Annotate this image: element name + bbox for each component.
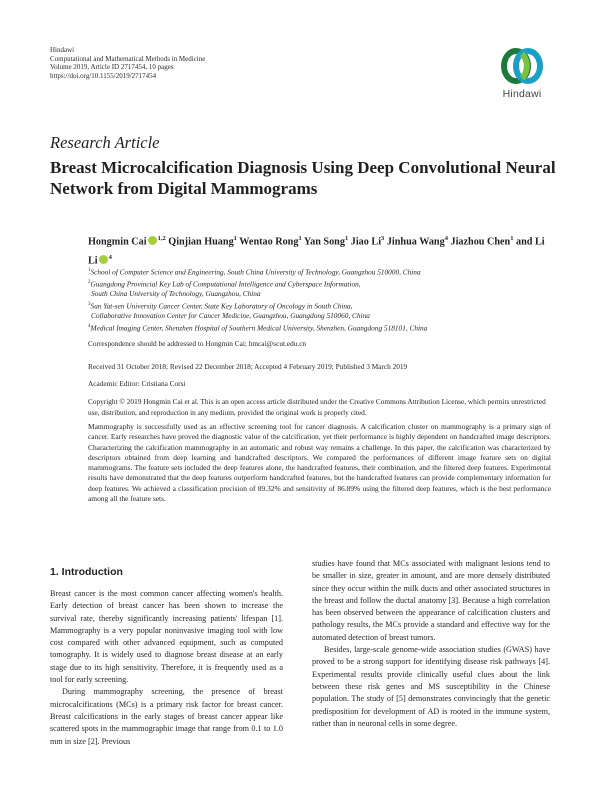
section-heading: 1. Introduction (50, 566, 123, 578)
author-name: Hongmin Cai (88, 236, 147, 248)
author-name: Wentao Rong (239, 236, 299, 248)
author-name: Jiazhou Chen (450, 236, 511, 248)
left-column (50, 588, 283, 748)
hindawi-logo (494, 46, 550, 106)
paragraph: During mammography screening, the presence of breast microcalcifications (MCs) is a primary risk factor for breast cancer. Breast calcifications in the early stages of breast cancer appear like scattered spots in the mammographic image that range from 0.1 to 1.0 mm in size [2]. Previous (50, 687, 283, 746)
abstract: Mammography is successfully used as an effective screening tool for cancer diagnosis. A calcification cluster on mammography is a primary sign of cancer. Early researches have proved the diagnostic value of the calcification, yet their performance is highly dependent on handcrafted image descriptors. Characterizing the calcification mammography in an automatic and robust way remains a challenge. In this paper, the calcification was characterized by descriptors obtained from deep learning and handcrafted descriptors. We compared the performances of different image feature sets on digital mammograms. The feature sets included the deep features alone, the handcrafted features, their combination, and the filtered deep features. Experimental results have demonstrated that the deep features outperform handcrafted features, but the handcrafted features can provide complementary information for deep features. We achieved a classification precision of 89.32% and sensitivity of 86.89% using the filtered deep features, which is the best performance among all the feature sets. (88, 422, 551, 504)
author-affil-sup: 1 (298, 235, 302, 242)
paragraph: Besides, large-scale genome-wide association studies (GWAS) have proved to be a strong support for identifying disease risk pathways [4]. Experimental results provide clinically useful clues about the link between these risk genes and MS susceptibility in the Chinese population. The study of [5] demonstrates convincingly that the genetic predisposition for development of AD is rooted in the immune system, rather than in neuronal cells in some degree. (312, 645, 550, 728)
affiliation-item: $^3$Sun Yat-sen University Cancer Center, State Key Laboratory of Oncology in South China, (88, 301, 353, 311)
volume-line: Volume 2019, Article ID 2717454, 10 pages (50, 63, 174, 72)
article-type: Research Article (50, 133, 160, 152)
correspondence: Correspondence should be addressed to Hongmin Cai; hmcai@scut.edu.cn (88, 339, 307, 348)
affiliation-item: $^1$School of Computer Science and Engineering, South China University of Technology, Guangzhou 510000, China (88, 267, 421, 277)
affiliation-item: $^4$Medical Imaging Center, Shenzhen Hospital of Southern Medical University, Shenzhen, Guangdong 518101, China (88, 323, 428, 333)
academic-editor: Academic Editor: Cristiana Corsi (88, 379, 186, 388)
author-name: Qinjian Huang (168, 236, 234, 248)
journal-name: Computational and Mathematical Methods in Medicine (50, 54, 206, 63)
publisher-name: Hindawi (50, 46, 75, 54)
hindawi-logo-icon (500, 46, 544, 86)
journal-masthead (50, 46, 350, 80)
author-name: Jinhua Wang (386, 236, 445, 248)
doi-link[interactable]: https://doi.org/10.1155/2019/2717454 (50, 71, 157, 80)
paragraph: Breast cancer is the most common cancer affecting women's health. Early detection of breast cancer has been shown to increase the survival rate, thereby significantly increasing patients' lifespan [1]. Mammography is a very popular noninvasive imaging tool with low cost compared with other advanced equipment, such as computed tomography. It is widely used to diagnose breast disease at an early stage due to its high sensitivity. Therefore, it is frequently used as a tool for early screening. (50, 589, 283, 685)
publication-dates: Received 31 October 2018; Revised 22 December 2018; Accepted 4 February 2019; Published 3 March 2019 (88, 362, 408, 371)
author-affil-sup: 4 (444, 235, 448, 242)
paper-title: Breast Microcalcification Diagnosis Using Deep Convolutional Neural Network from Digital Mammograms (50, 158, 556, 198)
copyright-notice: Copyright © 2019 Hongmin Cai et al. This is an open access article distributed under the Creative Commons Attribution License, which permits unrestricted use, distribution, and reproduction in any medium, provided the original work is properly cited. (88, 397, 546, 417)
affiliation-item: $^2$Guangdong Provincial Key Lab of Computational Intelligence and Cyberspace Information, (88, 279, 361, 289)
author-name: Yan Song (303, 236, 345, 248)
orcid-icon[interactable] (99, 255, 108, 264)
right-column (312, 558, 550, 730)
author-affil-sup: 4 (108, 253, 112, 261)
author-affil-sup: 1,2 (157, 235, 166, 242)
affiliation-continuation: Collaborative Innovation Center for Cancer Medicine, Guangzhou, Guangdong 510060, China (91, 311, 370, 321)
author-affil-sup: 1 (344, 235, 349, 242)
affiliation-continuation: South China University of Technology, Guangzhou, China (91, 289, 261, 299)
author-affil-sup: 1 (233, 235, 237, 242)
logo-wordmark: Hindawi (502, 88, 542, 100)
orcid-icon[interactable] (148, 236, 157, 245)
author-affil-sup: 1 (510, 235, 514, 242)
author-name: Jiao Li (350, 236, 382, 248)
paragraph: studies have found that MCs associated with malignant lesions tend to be smaller in size, greater in amount, and are more densely distributed since they occur within the milk ducts and other associated structures in the breast and follow the ductal anatomy [3]. Because a high correlation has been observed between the appearance of calcification clusters and pathology results, the MCs provide a standard and effective way for the automated detection of breast tumors. (312, 559, 550, 642)
author-list: Hongmin Cai $^{1,2}$ Qinjian Huang$^1$ Wentao Rong$^1$ Yan Song$^1$ Jiao Li$^3$ Jinhua Wang$^4$ Jiazhou Chen$^1$ and Li Li $^4$ (88, 235, 545, 267)
author-name: Li Li (88, 236, 545, 267)
affiliations (88, 266, 558, 333)
author-affil-sup: 3 (381, 235, 385, 242)
